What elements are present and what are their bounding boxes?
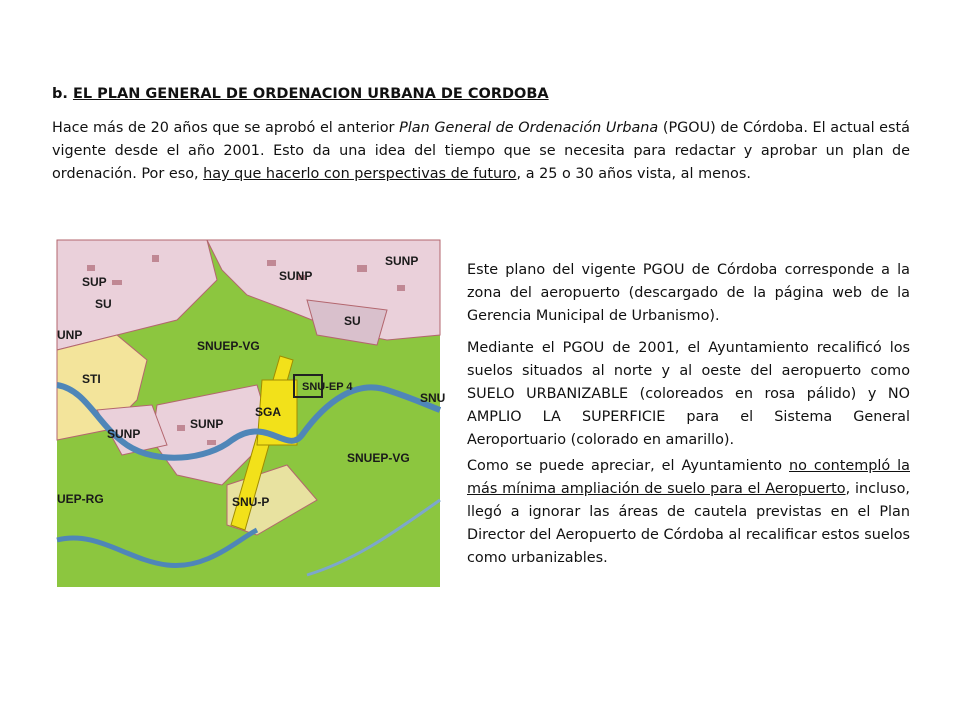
map-label-sunp: SUNP xyxy=(107,427,141,441)
conclusion-underlined: no contempló la más mínima ampliación de suelo para el Aeropuerto xyxy=(467,458,910,497)
map-label-snu-p: SNU-P xyxy=(232,495,270,509)
heading-prefix: b. xyxy=(52,86,73,102)
intro-paragraph xyxy=(52,117,910,186)
map-label-sti: STI xyxy=(82,372,101,386)
map-label-sga: SGA xyxy=(255,405,282,419)
intro-text-1: Hace más de 20 años que se aprobó el anterior xyxy=(52,120,400,136)
conclusion-paragraph xyxy=(467,455,910,570)
map-label-snuep-vg: SNUEP-VG xyxy=(197,339,260,353)
plan-name: Plan General de Ordenación Urbana xyxy=(399,120,659,136)
map-label-snu: SNU xyxy=(420,391,446,405)
map-description: Este plano del vigente PGOU de Córdoba corresponde a la zona del aeropuerto (descargado de la página web de la Gerencia Municipal de Urbanismo). xyxy=(467,262,910,324)
recalification-paragraph: Mediante el PGOU de 2001, el Ayuntamiento recalificó los suelos situados al norte y al oeste del aeropuerto como SUELO URBANIZABLE (coloreados en rosa pálido) y NO AMPLIO LA SUPERFICIE para el Sistema General Aeroportuario (colorado en amarillo). xyxy=(467,340,910,448)
map-label-unp: UNP xyxy=(57,328,83,342)
map-label-snu-ep4: SNU-EP 4 xyxy=(302,381,353,393)
map-label-sunp: SUNP xyxy=(385,254,419,268)
map-label-su: SU xyxy=(344,314,361,328)
map-label-sunp: SUNP xyxy=(279,269,313,283)
pgou-map xyxy=(57,240,446,587)
map-label-sunp: SUNP xyxy=(190,417,224,431)
intro-text-2: (PGOU) de Córdoba. El actual está vigente desde el año 2001. Esto da una idea del tiempo que se necesita para redactar y aprobar un plan de ordenación. Por eso, xyxy=(52,120,910,182)
heading-title: EL PLAN GENERAL DE ORDENACION URBANA DE CORDOBA xyxy=(72,86,549,102)
map-label-sup: SUP xyxy=(82,275,107,289)
conclusion-text-1: Como se puede apreciar, el Ayuntamiento xyxy=(467,458,789,474)
conclusion-text-2: , incluso, llegó a ignorar las áreas de cautela previstas en el Plan Director del Aeropuerto de Córdoba al recalificar estos suelos como urbanizables. xyxy=(467,481,910,566)
underlined-phrase: hay que hacerlo con perspectivas de futuro xyxy=(203,166,517,182)
map-label-snuep-vg: SNUEP-VG xyxy=(347,451,410,465)
map-label-uep-rg: UEP-RG xyxy=(57,492,104,506)
intro-text-3: , a 25 o 30 años vista, al menos. xyxy=(516,166,751,182)
section-heading xyxy=(52,86,549,102)
map-label-su: SU xyxy=(95,297,112,311)
